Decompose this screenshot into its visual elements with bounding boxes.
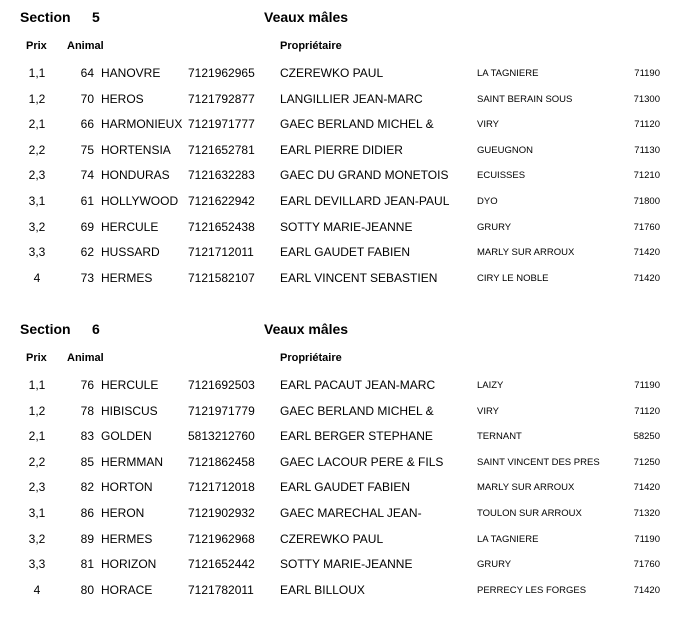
prix-cell: 1,1 [28, 66, 46, 80]
prix-cell: 3,3 [28, 557, 46, 572]
postal-code: 71420 [633, 482, 660, 494]
header-animal: Animal [67, 40, 104, 52]
owner-name: LANGILLIER JEAN-MARC [280, 91, 423, 106]
prix-cell: 4 [33, 582, 41, 597]
table-row [0, 66, 700, 92]
animal-id: 7121712011 [188, 245, 254, 260]
prix-cell: 3,1 [28, 194, 46, 208]
prix-cell: 3,3 [28, 245, 46, 260]
animal-name: HERMES [101, 270, 153, 285]
owner-name: EARL DEVILLARD JEAN-PAUL [280, 194, 450, 208]
prix-cell: 4 [33, 270, 41, 285]
animal-number: 69 [80, 219, 94, 234]
animal-name: HERMES [101, 531, 153, 546]
owner-city: ECUISSES [477, 170, 526, 182]
owner-city: VIRY [477, 405, 500, 417]
prix-cell: 2,2 [28, 142, 46, 157]
animal-number: 70 [80, 91, 94, 106]
animal-number: 75 [80, 142, 94, 157]
prix-cell: 1,1 [28, 378, 46, 392]
postal-code: 71300 [633, 93, 660, 105]
postal-code: 71420 [633, 584, 660, 596]
animal-number: 74 [80, 168, 94, 183]
section-label: Section [20, 321, 71, 337]
prix-cell: 1,2 [28, 91, 46, 106]
header-prix: Prix [26, 40, 47, 52]
postal-code: 71190 [634, 380, 660, 391]
animal-id: 7121782011 [188, 582, 254, 597]
owner-name: CZEREWKO PAUL [280, 531, 384, 546]
animal-name: HIBISCUS [101, 403, 158, 418]
owner-city: MARLY SUR ARROUX [477, 247, 575, 259]
animal-id: 7121652438 [188, 219, 255, 234]
animal-name: HORACE [101, 582, 153, 597]
owner-name: EARL BERGER STEPHANE [280, 429, 433, 444]
header-proprietaire: Propriétaire [280, 352, 342, 364]
owner-name: EARL PIERRE DIDIER [280, 142, 403, 157]
owner-name: SOTTY MARIE-JEANNE [280, 557, 413, 572]
animal-number: 61 [80, 194, 94, 208]
animal-number: 80 [80, 582, 94, 597]
prix-cell: 2,1 [28, 429, 46, 444]
owner-name: GAEC DU GRAND MONETOIS [280, 168, 449, 183]
animal-name: HONDURAS [101, 168, 170, 183]
animal-name: HERCULE [101, 219, 159, 234]
owner-name: CZEREWKO PAUL [280, 66, 384, 80]
header-animal: Animal [67, 352, 104, 364]
table-row [0, 506, 700, 532]
postal-code: 58250 [633, 431, 660, 443]
animal-number: 81 [80, 557, 94, 572]
prix-cell: 2,2 [28, 454, 46, 469]
animal-id: 7121652442 [188, 557, 255, 572]
animal-id: 7121902932 [188, 506, 255, 520]
postal-code: 71800 [633, 196, 660, 207]
owner-name: GAEC LACOUR PERE & FILS [280, 454, 444, 469]
animal-name: HOLLYWOOD [101, 194, 179, 208]
header-prix: Prix [26, 352, 47, 364]
table-row [0, 271, 700, 297]
prix-cell: 3,2 [28, 531, 46, 546]
animal-id: 5813212760 [188, 429, 255, 444]
section-number: 5 [92, 9, 100, 25]
owner-name: EARL PACAUT JEAN-MARC [280, 378, 436, 392]
owner-city: PERRECY LES FORGES [477, 584, 587, 596]
owner-name: EARL VINCENT SEBASTIEN [280, 270, 438, 285]
postal-code: 71420 [633, 247, 660, 259]
header-proprietaire: Propriétaire [280, 40, 342, 52]
postal-code: 71120 [634, 119, 660, 131]
prix-cell: 1,2 [28, 403, 46, 418]
postal-code: 71190 [634, 68, 660, 79]
animal-name: GOLDEN [101, 429, 152, 444]
table-row [0, 220, 700, 246]
owner-city: GUEUGNON [477, 144, 533, 156]
prix-cell: 3,1 [28, 506, 46, 520]
table-row [0, 532, 700, 558]
postal-code: 71120 [634, 405, 660, 417]
prix-cell: 2,3 [28, 480, 46, 495]
table-row [0, 245, 700, 271]
animal-number: 76 [80, 378, 94, 392]
section-5 [0, 8, 700, 308]
animal-number: 78 [80, 403, 94, 418]
owner-name: GAEC MARECHAL JEAN- [280, 506, 422, 520]
animal-id: 7121712018 [188, 480, 255, 495]
prix-cell: 2,3 [28, 168, 46, 183]
owner-name: EARL BILLOUX [280, 582, 365, 597]
animal-number: 62 [80, 245, 94, 260]
animal-id: 7121692503 [188, 378, 255, 392]
owner-city: LA TAGNIERE [477, 533, 539, 545]
table-row [0, 480, 700, 506]
postal-code: 71320 [633, 508, 660, 519]
owner-city: VIRY [477, 119, 500, 131]
prix-cell: 2,1 [28, 117, 46, 132]
table-row [0, 168, 700, 194]
prix-cell: 3,2 [28, 219, 46, 234]
postal-code: 71250 [633, 456, 660, 468]
owner-name: EARL GAUDET FABIEN [280, 480, 411, 495]
animal-number: 85 [80, 454, 94, 469]
postal-code: 71130 [634, 144, 660, 156]
animal-name: HARMONIEUX [101, 117, 183, 132]
owner-name: EARL GAUDET FABIEN [280, 245, 411, 260]
section-number: 6 [92, 321, 100, 337]
table-row [0, 429, 700, 455]
table-row [0, 117, 700, 143]
animal-id: 7121632283 [188, 168, 255, 183]
owner-city: LA TAGNIERE [477, 68, 539, 79]
animal-id: 7121622942 [188, 194, 255, 208]
table-row [0, 143, 700, 169]
animal-id: 7121971779 [188, 403, 255, 418]
owner-city: LAIZY [477, 380, 504, 391]
table-row [0, 194, 700, 220]
animal-id: 7121792877 [188, 91, 255, 106]
animal-name: HORTON [101, 480, 153, 495]
animal-name: HORTENSIA [101, 142, 171, 157]
owner-name: GAEC BERLAND MICHEL & [280, 117, 434, 132]
animal-name: HERCULE [101, 378, 159, 392]
animal-name: HERON [101, 506, 145, 520]
table-row [0, 92, 700, 118]
animal-id: 7121652781 [188, 142, 255, 157]
animal-name: HANOVRE [101, 66, 161, 80]
animal-number: 64 [80, 66, 94, 80]
section-title: Veaux mâles [264, 321, 349, 337]
animal-id: 7121582107 [188, 270, 255, 285]
animal-name: HERMMAN [101, 454, 163, 469]
owner-city: GRURY [477, 559, 512, 571]
table-row [0, 404, 700, 430]
section-6 [0, 320, 700, 620]
postal-code: 71760 [633, 559, 660, 571]
owner-city: GRURY [477, 221, 512, 233]
table-row [0, 583, 700, 609]
animal-id: 7121962968 [188, 531, 255, 546]
table-row [0, 378, 700, 404]
owner-city: CIRY LE NOBLE [477, 272, 549, 284]
animal-id: 7121862458 [188, 454, 255, 469]
animal-name: HEROS [101, 91, 144, 106]
owner-city: MARLY SUR ARROUX [477, 482, 575, 494]
table-row [0, 557, 700, 583]
postal-code: 71190 [634, 533, 660, 545]
owner-city: TOULON SUR ARROUX [477, 508, 582, 519]
owner-city: DYO [477, 196, 498, 207]
animal-number: 82 [80, 480, 94, 495]
owner-city: SAINT VINCENT DES PRES [477, 456, 600, 468]
animal-name: HUSSARD [101, 245, 160, 260]
animal-id: 7121971777 [188, 117, 255, 132]
animal-number: 66 [80, 117, 94, 132]
postal-code: 71420 [633, 272, 660, 284]
animal-number: 73 [80, 270, 94, 285]
section-title: Veaux mâles [264, 9, 349, 25]
owner-name: GAEC BERLAND MICHEL & [280, 403, 434, 418]
section-label: Section [20, 9, 71, 25]
postal-code: 71760 [633, 221, 660, 233]
postal-code: 71210 [633, 170, 660, 182]
animal-id: 7121962965 [188, 66, 255, 80]
animal-name: HORIZON [101, 557, 157, 572]
animal-number: 83 [80, 429, 94, 444]
owner-name: SOTTY MARIE-JEANNE [280, 219, 413, 234]
table-row [0, 455, 700, 481]
owner-city: SAINT BERAIN SOUS [477, 93, 573, 105]
animal-number: 89 [80, 531, 94, 546]
animal-number: 86 [80, 506, 94, 520]
owner-city: TERNANT [477, 431, 522, 443]
